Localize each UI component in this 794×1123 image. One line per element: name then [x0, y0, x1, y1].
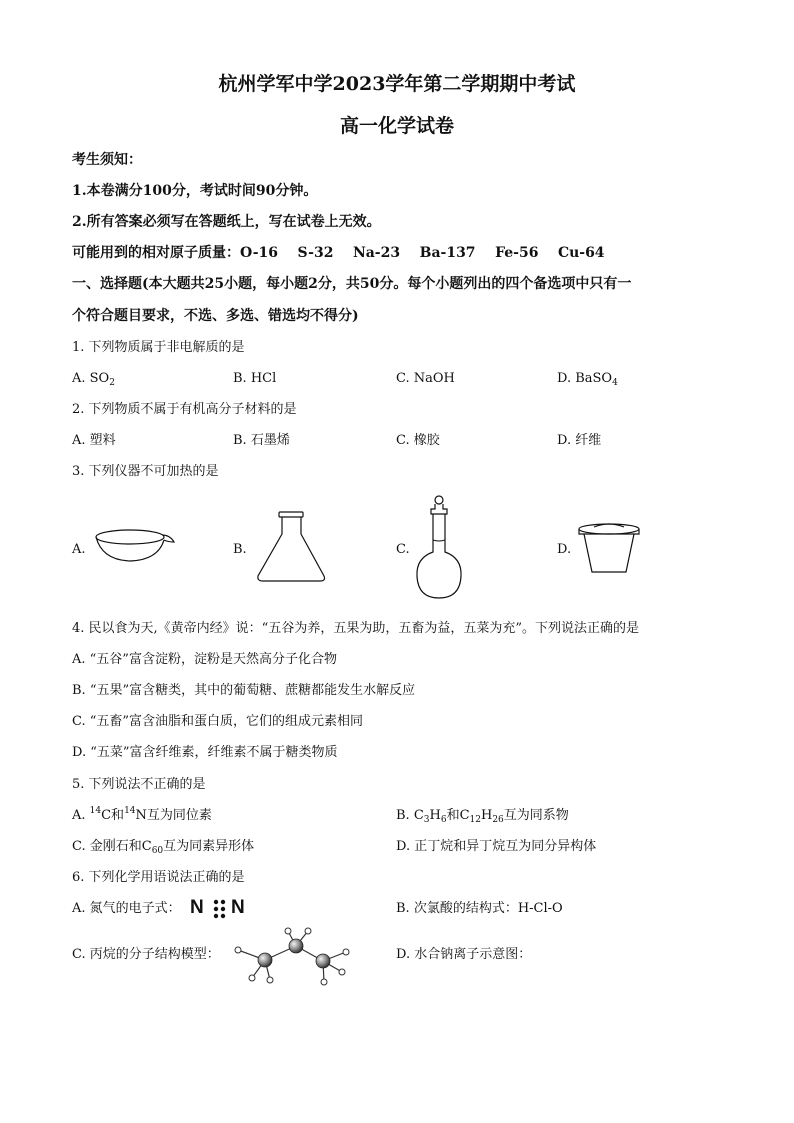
- q4-stem: 4. 民以食为天,《黄帝内经》说：“五谷为养，五果为助，五畜为益，五菜为充”。下列说法正确的是: [72, 621, 639, 636]
- q6-option-d: D. 水合钠离子示意图：: [396, 947, 532, 962]
- q6-option-b: B. 次氯酸的结构式：H-Cl-O: [396, 901, 563, 916]
- q2-stem: 2. 下列物质不属于有机高分子材料的是: [72, 402, 297, 417]
- q4-option-a: A. “五谷”富含淀粉，淀粉是天然高分子化合物: [72, 652, 337, 667]
- q5-stem: 5. 下列说法不正确的是: [72, 777, 206, 792]
- n2-electron-formula: [190, 897, 204, 919]
- q2-option-a: A. 塑料: [72, 433, 116, 448]
- q3-option-a: A.: [72, 542, 86, 557]
- q2-option-c: C. 橡胶: [396, 433, 440, 448]
- atomic-mass-s: S-32: [297, 245, 334, 261]
- n2-atom-right: N: [231, 897, 245, 918]
- atomic-mass-o: O-16: [240, 245, 279, 261]
- q1-stem: 1. 下列物质属于非电解质的是: [72, 340, 245, 355]
- atomic-masses-prefix: 可能用到的相对原子质量：: [72, 245, 240, 261]
- crucible-icon: [576, 520, 642, 578]
- atomic-mass-cu: Cu-64: [557, 245, 605, 261]
- atomic-mass-na: Na-23: [352, 245, 401, 261]
- q3-option-d: D.: [557, 542, 572, 557]
- q1-option-a: A. $SO_2$: [72, 371, 115, 388]
- exam-subtitle: 高一化学试卷: [339, 115, 454, 137]
- volumetric-flask-icon: [412, 494, 468, 602]
- q3-stem: 3. 下列仪器不可加热的是: [72, 464, 219, 479]
- atomic-mass-ba: Ba-137: [419, 245, 476, 261]
- q5-option-b: B. $C_3H_6$和$C_{12}H_{26}$互为同系物: [396, 808, 569, 825]
- q5-option-a: A. $^{14}$C和$^{14}$N互为同位素: [72, 806, 212, 823]
- q6-stem: 6. 下列化学用语说法正确的是: [72, 870, 245, 885]
- triple-bond-dots-icon: [212, 899, 228, 919]
- q3-option-c: C.: [396, 542, 410, 557]
- n2-atom-left: N: [190, 897, 204, 918]
- q4-option-d: D. “五菜”富含纤维素，纤维素不属于糖类物质: [72, 745, 338, 760]
- propane-model-icon: [230, 928, 356, 986]
- notice-heading: 考生须知：: [72, 152, 142, 168]
- evaporating-dish-icon: [92, 528, 178, 568]
- atomic-masses: [72, 245, 605, 261]
- q1-option-c: C. NaOH: [396, 371, 455, 386]
- q1-option-b: B. HCl: [233, 371, 277, 386]
- exam-title: 杭州学军中学2023学年第二学期期中考试: [218, 73, 576, 95]
- q4-option-b: B. “五果”富含糖类，其中的葡萄糖、蔗糖都能发生水解反应: [72, 683, 416, 698]
- conical-flask-icon: [252, 510, 332, 586]
- q2-option-b: B. 石墨烯: [233, 433, 290, 448]
- q5-option-d: D. 正丁烷和异丁烷互为同分异构体: [396, 839, 597, 854]
- q6-option-c: C. 丙烷的分子结构模型：: [72, 947, 220, 962]
- q4-option-c: C. “五畜”富含油脂和蛋白质，它们的组成元素相同: [72, 714, 364, 729]
- section-heading-line-1: 一、选择题(本大题共25小题，每小题2分，共50分。每个小题列出的四个备选项中只有一: [72, 276, 632, 292]
- q5-option-c: C. 金刚石和$C_{60}$互为同素异形体: [72, 839, 255, 856]
- q1-option-d: D. BaSO$_4$: [557, 371, 618, 388]
- n2-atom-right-wrap: [231, 897, 245, 919]
- notice-line-2: 2.所有答案必须写在答题纸上，写在试卷上无效。: [72, 214, 381, 230]
- notice-line-1: 1.本卷满分100分，考试时间90分钟。: [72, 183, 318, 199]
- section-heading-line-2: 个符合题目要求，不选、多选、错选均不得分): [72, 308, 359, 324]
- q2-option-d: D. 纤维: [557, 433, 602, 448]
- atomic-mass-fe: Fe-56: [495, 245, 539, 261]
- q3-option-b: B.: [233, 542, 247, 557]
- q6-option-a: A. 氮气的电子式：: [72, 901, 181, 916]
